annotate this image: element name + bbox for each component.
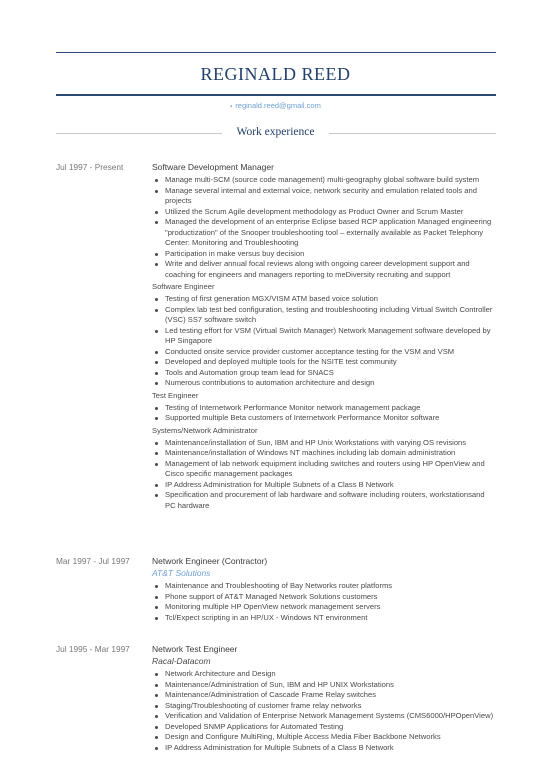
bullet-item: Maintenance and Troubleshooting of Bay Networks router platforms	[152, 581, 496, 592]
company-link[interactable]: AT&T Solutions	[152, 568, 211, 578]
bullet-item: Maintenance/Administration of Cascade Frame Relay switches	[152, 690, 496, 701]
job-title: Network Engineer (Contractor)	[152, 556, 268, 566]
bullet-item: Developed and deployed multiple tools for the NSITE test community	[152, 357, 496, 368]
contact-line	[0, 101, 551, 110]
bullet-item: Manage multi-SCM (source code management) multi-geography global software build system	[152, 175, 496, 186]
bullet-list	[152, 294, 496, 389]
entry-content	[152, 162, 496, 513]
bullet-list	[152, 438, 496, 512]
bullet-item: Testing of Internetwork Performance Monitor network management package	[152, 403, 496, 414]
bullet-item: Staging/Troubleshooting of customer frame relay networks	[152, 701, 496, 712]
bullet-item: Network Architecture and Design	[152, 669, 496, 680]
job-title: Network Test Engineer	[152, 644, 238, 654]
bullet-item: Led testing effort for VSM (Virtual Switch Manager) Network Management software developed by HP Singapore	[152, 326, 496, 347]
entry-date: Jul 1997 - Present	[56, 162, 124, 172]
bullet-item: Manage several internal and external voice, network security and emulation related tools and projects	[152, 186, 496, 207]
bullet-list	[152, 581, 496, 623]
bullet-item: Tcl/Expect scripting in an HP/UX - Windows NT environment	[152, 613, 496, 624]
bullet-item: Maintenance/installation of Sun, IBM and HP Unix Workstations with varying OS revisions	[152, 438, 496, 449]
bullet-item: Maintenance/Administration of Sun, IBM and HP UNIX Workstations	[152, 680, 496, 691]
bullet-item: Complex lab test bed configuration, testing and troubleshooting including Virtual Switch Controller (VSC) SS7 software switch	[152, 305, 496, 326]
subrole-title: Test Engineer	[152, 390, 199, 400]
email-link[interactable]: reginald.reed@gmail.com	[235, 101, 321, 110]
company-name: Racal-Datacom	[152, 656, 211, 666]
bullet-item: IP Address Administration for Multiple Subnets of a Class B Network	[152, 480, 496, 491]
header-top-rule	[56, 52, 496, 53]
bullet-item: Utilized the Scrum Agile development methodology as Product Owner and Scrum Master	[152, 207, 496, 218]
entry-content	[152, 644, 496, 755]
subrole-title: Systems/Network Administrator	[152, 425, 258, 435]
bullet-item: Supported multiple Beta customers of Internetwork Performance Monitor software	[152, 413, 496, 424]
subrole-title: Software Engineer	[152, 282, 215, 291]
section-divider-left	[56, 133, 222, 134]
candidate-name: REGINALD REED	[200, 64, 351, 84]
entry-content	[152, 556, 496, 625]
entry-date: Mar 1997 - Jul 1997	[56, 556, 130, 566]
section-title: Work experience	[236, 126, 315, 138]
bullet-item: IP Address Administration for Multiple Subnets of a Class B Network	[152, 743, 496, 754]
section-divider-right	[329, 133, 496, 134]
bullet-item: Management of lab network equipment including switches and routers using HP OpenView and Cisco specific management packages	[152, 459, 496, 480]
bullet-item: Testing of first generation MGX/VISM ATM based voice solution	[152, 294, 496, 305]
job-title: Software Development Manager	[152, 162, 274, 172]
bullet-item: Verification and Validation of Enterprise Network Management Systems (CMS6000/HPOpenView)	[152, 711, 496, 722]
bullet-item: Monitoring multiple HP OpenView network management servers	[152, 602, 496, 613]
bullet-item: Tools and Automation group team lead for SNACS	[152, 368, 496, 379]
bullet-list	[152, 669, 496, 753]
bullet-item: Conducted onsite service provider customer acceptance testing for the VSM and VSM	[152, 347, 496, 358]
bullet-item: Design and Configure MultiRing, Multiple Access Media Fiber Backbone Networks	[152, 732, 496, 743]
bullet-item: Maintenance/installation of Windows NT machines including lab domain administration	[152, 448, 496, 459]
header-bottom-rule	[56, 94, 496, 96]
bullet-list	[152, 403, 496, 424]
bullet-item: Numerous contributions to automation architecture and design	[152, 378, 496, 389]
bullet-item: Specification and procurement of lab hardware and software including routers, workstationsand PC hardware	[152, 490, 496, 511]
bullet-item: Phone support of AT&T Managed Network Solutions customers	[152, 592, 496, 603]
bullet-list	[152, 175, 496, 280]
entry-date: Jul 1995 - Mar 1997	[56, 644, 130, 654]
bullet-item: Developed SNMP Applications for Automated Testing	[152, 722, 496, 733]
bullet-item: Participation in make versus buy decision	[152, 249, 496, 260]
bullet-item: Managed the development of an enterprise Eclipse based RCP application Managed engineering "productization" of the Snooper troubleshooting tool – externally available as Packet Telephony Center: Monitoring and Troubleshooting	[152, 217, 496, 249]
mail-icon: ▪	[230, 104, 233, 110]
bullet-item: Write and deliver annual focal reviews along with ongoing career development support and coaching for engineers and managers reporting to meDiversity recruiting and support	[152, 259, 496, 280]
